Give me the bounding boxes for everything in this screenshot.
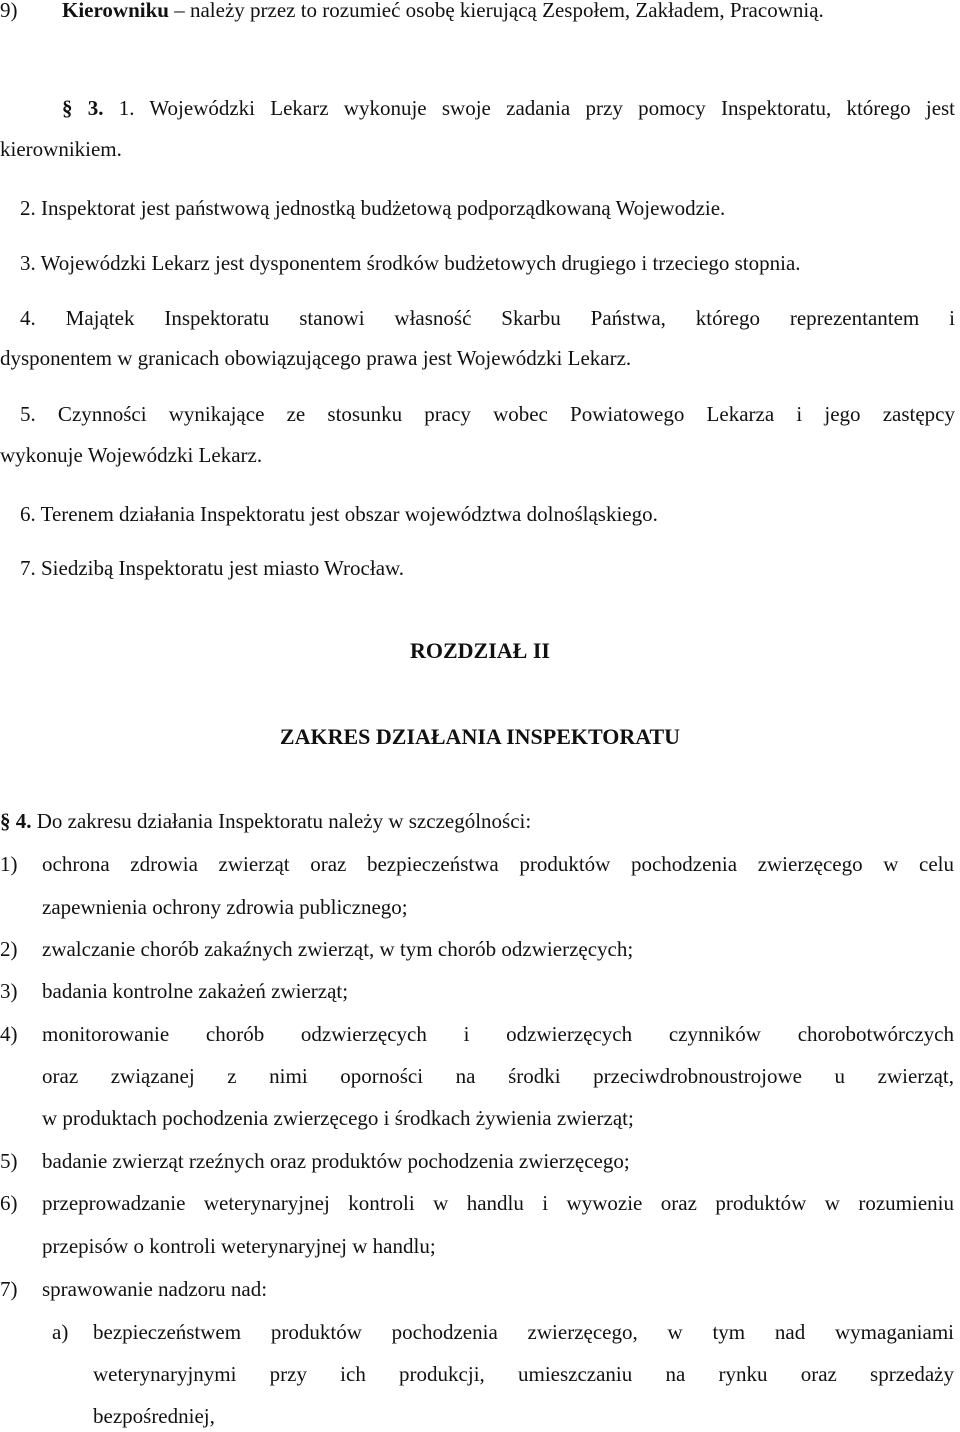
section-4-intro-text: Do zakresu działania Inspektoratu należy w szczególności:	[31, 809, 532, 833]
section-3-para-1-line-1	[0, 96, 955, 120]
section-3-para-1-line-2: kierownikiem.	[0, 137, 122, 161]
sub-item-a-line-3: bezpośredniej,	[93, 1404, 215, 1428]
chapter-title: ROZDZIAŁ II	[410, 638, 550, 663]
section-3-para-1-text: 1. Wojewódzki Lekarz wykonuje swoje zadania przy pomocy Inspektoratu, którego jest	[118, 96, 956, 120]
list-item-7-line-1: sprawowanie nadzoru nad:	[42, 1277, 268, 1301]
section-3-para-5-line-2: wykonuje Wojewódzki Lekarz.	[0, 443, 263, 467]
list-item-1-line-1: ochrona zdrowia zwierząt oraz bezpieczeństwa produktów pochodzenia zwierzęcego w celu	[42, 852, 954, 876]
section-4-intro	[0, 809, 531, 833]
section-3-para-6: 6. Terenem działania Inspektoratu jest obszar województwa dolnośląskiego.	[20, 502, 658, 526]
list-item-5-number: 5)	[0, 1149, 18, 1173]
list-item-7-number: 7)	[0, 1277, 18, 1301]
section-4-marker: § 4.	[0, 809, 32, 833]
list-item-6-line-1: przeprowadzanie weterynaryjnej kontroli w handlu i wywozie oraz produktów w rozumieniu	[42, 1191, 954, 1215]
list-item-6-number: 6)	[0, 1191, 18, 1215]
item-9-term: Kierowniku	[62, 0, 169, 22]
list-item-4-line-3: w produktach pochodzenia zwierzęcego i środkach żywienia zwierząt;	[42, 1106, 634, 1130]
sub-item-a-line-2: weterynaryjnymi przy ich produkcji, umieszczaniu na rynku oraz sprzedaży	[93, 1362, 954, 1386]
section-3-para-7: 7. Siedzibą Inspektoratu jest miasto Wrocław.	[20, 556, 405, 580]
list-item-4-line-2: oraz związanej z nimi oporności na środki przeciwdrobnoustrojowe u zwierząt,	[42, 1064, 954, 1088]
section-3-para-5-line-1: 5. Czynności wynikające ze stosunku pracy wobec Powiatowego Lekarza i jego zastępcy	[20, 402, 955, 426]
section-3-para-2: 2. Inspektorat jest państwową jednostką budżetową podporządkowaną Wojewodzie.	[20, 196, 726, 220]
sub-item-a-letter: a)	[52, 1320, 69, 1344]
sub-item-a-line-1: bezpieczeństwem produktów pochodzenia zwierzęcego, w tym nad wymaganiami	[93, 1320, 954, 1344]
list-item-3-number: 3)	[0, 979, 18, 1003]
list-item-1-line-2: zapewnienia ochrony zdrowia publicznego;	[42, 895, 408, 919]
section-3-para-4-line-2: dysponentem w granicach obowiązującego prawa jest Wojewódzki Lekarz.	[0, 346, 632, 370]
list-item-5-line-1: badanie zwierząt rzeźnych oraz produktów pochodzenia zwierzęcego;	[42, 1149, 630, 1173]
chapter-subtitle: ZAKRES DZIAŁANIA INSPEKTORATU	[279, 724, 681, 749]
list-item-4-number: 4)	[0, 1022, 18, 1046]
section-3-marker: § 3.	[62, 96, 104, 120]
list-item-4-line-1: monitorowanie chorób odzwierzęcych i odzwierzęcych czynników chorobotwórczych	[42, 1022, 954, 1046]
list-item-2-number: 2)	[0, 937, 18, 961]
list-item-6-line-2: przepisów o kontroli weterynaryjnej w handlu;	[42, 1234, 436, 1258]
list-item-1-number: 1)	[0, 852, 18, 876]
item-9-number: 9)	[0, 0, 18, 22]
section-3-para-4-line-1: 4. Majątek Inspektoratu stanowi własność Skarbu Państwa, którego reprezentantem i	[20, 306, 955, 330]
section-3-para-3: 3. Wojewódzki Lekarz jest dysponentem środków budżetowych drugiego i trzeciego stopnia.	[20, 251, 801, 275]
list-item-2-line-1: zwalczanie chorób zakaźnych zwierząt, w tym chorób odzwierzęcych;	[42, 937, 634, 961]
item-9-definition: – należy przez to rozumieć osobę kierującą Zespołem, Zakładem, Pracownią.	[168, 0, 824, 22]
item-9-text	[62, 0, 824, 22]
list-item-3-line-1: badania kontrolne zakażeń zwierząt;	[42, 979, 349, 1003]
